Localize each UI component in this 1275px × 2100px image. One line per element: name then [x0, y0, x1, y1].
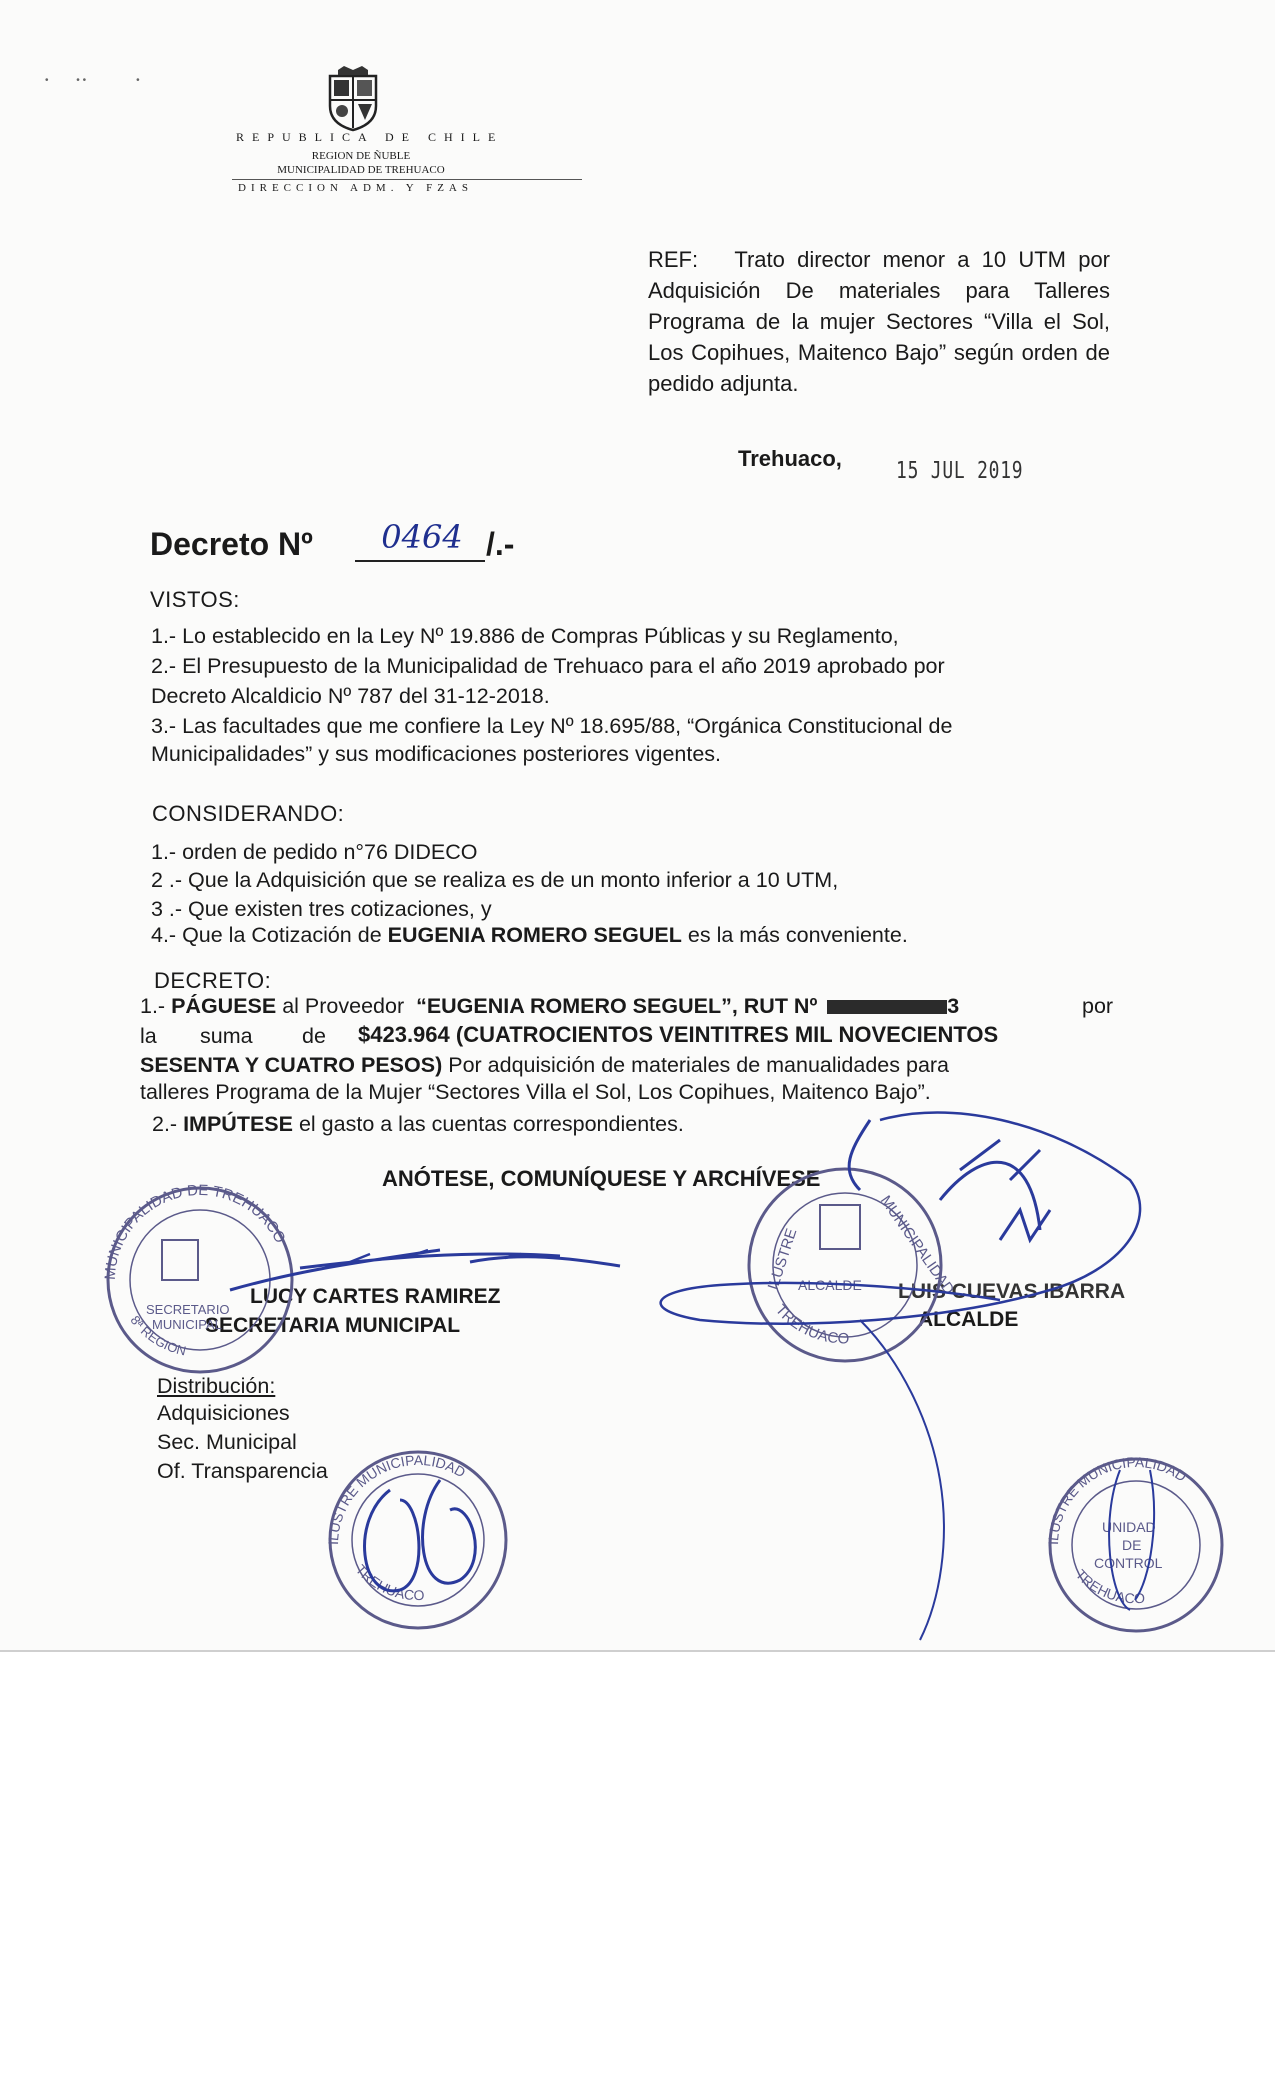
- reference-text: Trato director menor a 10 UTM por Adquisición De materiales para Talleres Programa de la mujer Sectores “Villa el Sol, Los Copihues, Maitenco Bajo” según orden de pedido adjunta.: [648, 247, 1110, 396]
- control-seal-mid1: UNIDAD: [1102, 1519, 1156, 1535]
- date-stamp: 15 JUL 2019: [896, 458, 1024, 484]
- distribution-item: Sec. Municipal: [157, 1430, 297, 1454]
- decreto-heading: DECRETO:: [154, 968, 272, 993]
- transparency-seal-bottom-text: TREHUACO: [352, 1561, 425, 1604]
- mayor-seal-left-text: ILUSTRE: [764, 1226, 801, 1292]
- vistos-heading: VISTOS:: [150, 587, 240, 612]
- decreto-p1-rut-tail: 3: [947, 994, 960, 1018]
- control-seal: [1045, 1454, 1222, 1631]
- coat-of-arms-icon: [318, 66, 388, 132]
- decreto-p1-suma: suma: [200, 1024, 253, 1048]
- considerando-item: 1.- orden de pedido n°76 DIDECO: [151, 840, 478, 864]
- mayor-seal-right-text: MUNICIPALIDAD: [876, 1192, 958, 1298]
- decreto-p1-de: de: [302, 1024, 326, 1048]
- considerando-item: 3 .- Que existen tres cotizaciones, y: [151, 897, 492, 921]
- secretary-seal: [102, 1182, 292, 1372]
- mayor-name: LUIS CUEVAS IBARRA: [898, 1280, 1126, 1303]
- vistos-item: Decreto Alcaldicio Nº 787 del 31-12-2018.: [151, 684, 550, 708]
- secretary-name: LUCY CARTES RAMIREZ: [250, 1285, 501, 1308]
- reference-label: REF:: [648, 247, 699, 272]
- control-seal-mid2: DE: [1122, 1537, 1142, 1553]
- control-seal-mid3: CONTROL: [1094, 1555, 1163, 1571]
- decreto-p1-verb: PÁGUESE: [171, 994, 277, 1018]
- decreto-p2-text: el gasto a las cuentas correspondientes.: [298, 1112, 684, 1136]
- secretary-seal-bottom-text: 8ª REGION: [127, 1312, 188, 1359]
- secretary-seal-mid2: MUNICIPAL: [152, 1317, 222, 1332]
- decreto-p1-line3: [140, 1053, 949, 1078]
- header-municipality: MUNICIPALIDAD DE TREHUACO: [277, 164, 445, 176]
- blank-area: [0, 1652, 1275, 2100]
- transparency-seal-top-text: ILUSTRE MUNICIPALIDAD: [324, 1451, 469, 1546]
- decreto-p1-text2: Por adquisición de materiales de manualidades para: [448, 1053, 950, 1077]
- considerando-item: 2 .- Que la Adquisición que se realiza es de un monto inferior a 10 UTM,: [151, 868, 839, 892]
- vistos-item: 3.- Las facultades que me confiere la Ley Nº 18.695/88, “Orgánica Constitucional de: [151, 714, 953, 738]
- decree-title: Decreto Nº: [150, 526, 313, 562]
- distribution-item: Adquisiciones: [157, 1401, 290, 1425]
- mayor-seal: [749, 1169, 958, 1361]
- considerando-item: [151, 923, 908, 948]
- considerando-heading: CONSIDERANDO:: [152, 801, 345, 826]
- secretary-signature: [230, 1250, 620, 1290]
- header-region: REGION DE ÑUBLE: [311, 150, 411, 162]
- decreto-p2: [152, 1112, 684, 1137]
- transparency-seal: [325, 1452, 506, 1628]
- secretary-title: SECRETARIA MUNICIPAL: [205, 1314, 461, 1337]
- closing-formula: ANÓTESE, COMUNÍQUESE Y ARCHÍVESE: [382, 1166, 821, 1191]
- mayor-seal-mid: ALCALDE: [798, 1277, 862, 1293]
- decreto-p1-amount: $423.964 (CUATROCIENTOS VEINTITRES MIL NOVECIENTOS: [358, 1022, 999, 1047]
- decree-number: 0464: [381, 518, 463, 556]
- mayor-title: ALCALDE: [918, 1308, 1019, 1331]
- vistos-item: 1.- Lo establecido en la Ley Nº 19.886 de Compras Públicas y su Reglamento,: [151, 624, 899, 648]
- decreto-p1-line4: talleres Programa de la Mujer “Sectores Villa el Sol, Los Copihues, Maitenco Bajo”.: [140, 1080, 931, 1104]
- decreto-p2-number: 2.-: [152, 1112, 178, 1136]
- decreto-p1-la: la: [140, 1024, 157, 1048]
- decreto-p1-amount2: SESENTA Y CUATRO PESOS): [140, 1053, 443, 1077]
- decreto-p1-number: 1.-: [140, 994, 166, 1018]
- distribution-item: Of. Transparencia: [157, 1459, 328, 1483]
- considerando-item4-prefix: 4.- Que la Cotización de: [151, 923, 382, 947]
- header-department: DIRECCION ADM. Y FZAS: [238, 182, 473, 194]
- considerando-item4-suffix: es la más conveniente.: [687, 923, 908, 947]
- decreto-p1-por: por: [1082, 994, 1114, 1018]
- scan-specks: • • • •: [45, 75, 140, 86]
- decreto-p1-text: al Proveedor: [282, 994, 405, 1018]
- control-seal-bottom-text: TREHUACO: [1072, 1566, 1146, 1607]
- decreto-p2-verb: IMPÚTESE: [183, 1112, 293, 1136]
- mayor-seal-bottom-text: TREHUACO: [771, 1301, 850, 1348]
- decreto-p1-provider: “EUGENIA ROMERO SEGUEL”, RUT Nº: [416, 994, 818, 1018]
- decreto-p1-line1: [140, 994, 959, 1019]
- header-divider: [232, 179, 582, 180]
- considerando-item4-name: EUGENIA ROMERO SEGUEL: [387, 923, 682, 947]
- vistos-item: 2.- El Presupuesto de la Municipalidad de Trehuaco para el año 2019 aprobado por: [151, 654, 945, 678]
- decree-suffix: /.-: [486, 526, 515, 562]
- vistos-item: Municipalidades” y sus modificaciones posteriores vigentes.: [151, 742, 722, 766]
- secretary-seal-mid1: SECRETARIO: [146, 1302, 230, 1317]
- control-signature: [1109, 1470, 1154, 1610]
- control-seal-top-text: ILUSTRE MUNICIPALIDAD: [1044, 1453, 1190, 1546]
- decree-number-underline: [355, 560, 485, 562]
- secretary-seal-top-text: MUNICIPALIDAD DE TREHUACO: [101, 1181, 289, 1281]
- transparency-signature: [365, 1480, 476, 1591]
- distribution-heading: Distribución:: [157, 1374, 276, 1398]
- header-country: REPUBLICA DE CHILE: [236, 130, 504, 144]
- reference-block: [648, 244, 1110, 399]
- place-label: Trehuaco,: [738, 446, 842, 471]
- redacted-rut: [827, 1000, 947, 1014]
